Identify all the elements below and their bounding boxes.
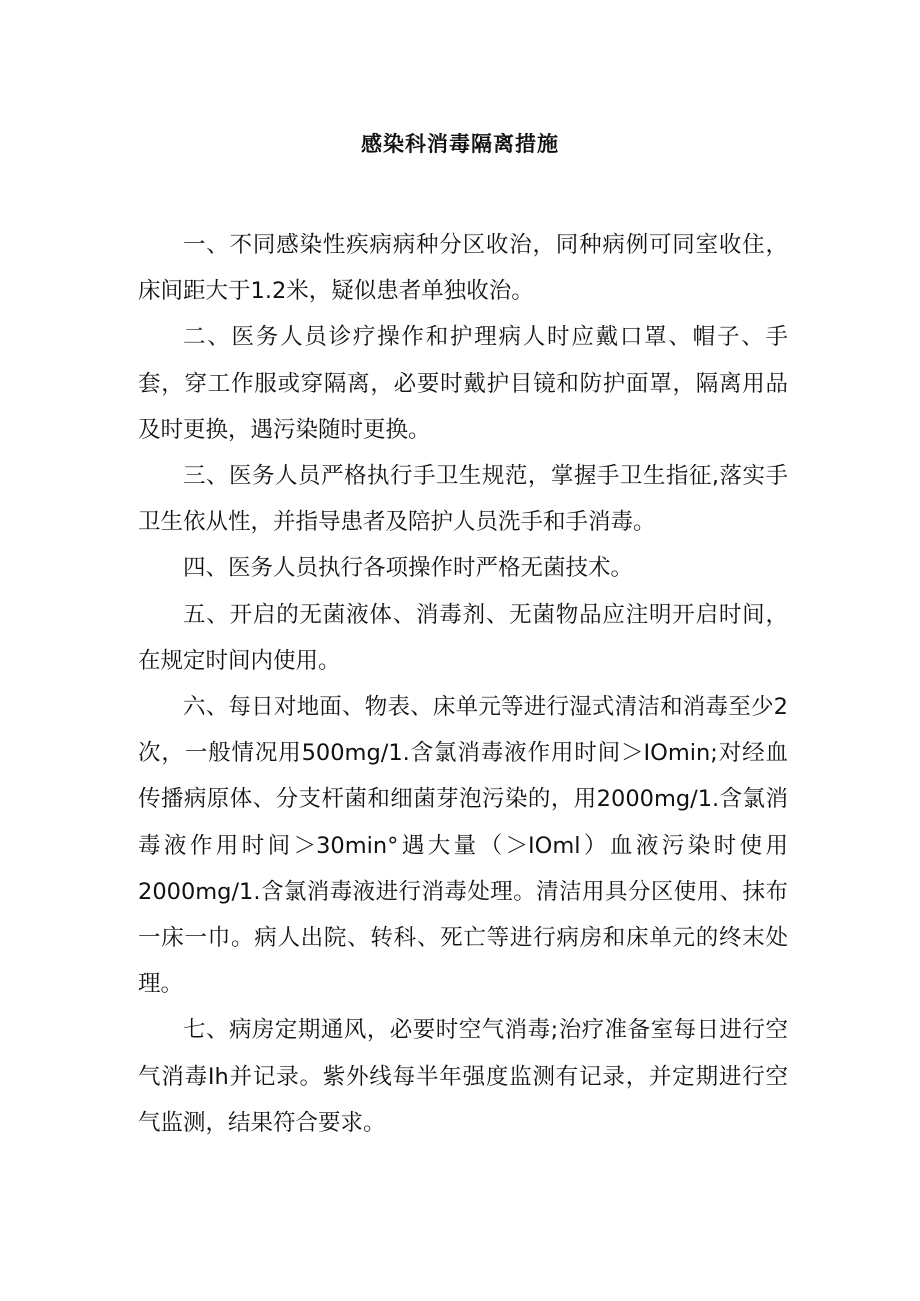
paragraph-5: 五、开启的无菌液体、消毒剂、无菌物品应注明开启时间，在规定时间内使用。 [138,601,788,674]
paragraph-6: 六、每日对地面、物表、床单元等进行湿式清洁和消毒至少2次，一般情况用500mg∕1.含氯消毒液作用时间＞IOmin;对经血传播病原体、分支杆菌和细菌芽泡污染的，用2000mg∕1.含氯消毒液作用时间＞30min°遇大量（＞IOml）血液污染时使用2000mg/1.含氯消毒液进行消毒处理。清洁用具分区使用、抹布一床一巾。病人出院、转科、死亡等进行病房和床单元的终末处理。 [138,694,788,998]
paragraph-7: 七、病房定期通风，必要时空气消毒;治疗准备室每日进行空气消毒Ih并记录。紫外线每半年强度监测有记录，并定期进行空气监测，结果符合要求。 [138,1017,788,1136]
document-title: 感染科消毒隔离措施 [361,132,559,156]
paragraph-1: 一、不同感染性疾病病种分区收治，同种病例可同室收住，床间距大于1.2米，疑似患者单独收治。 [138,232,788,305]
document-body [138,222,788,1146]
paragraph-3: 三、医务人员严格执行手卫生规范，掌握手卫生指征,落实手卫生依从性，并指导患者及陪护人员洗手和手消毒。 [138,463,788,536]
paragraph-4: 四、医务人员执行各项操作时严格无菌技术。 [183,555,634,582]
paragraph-2: 二、医务人员诊疗操作和护理病人时应戴口罩、帽子、手套，穿工作服或穿隔离，必要时戴护目镜和防护面罩，隔离用品及时更换，遇污染随时更换。 [138,324,788,443]
